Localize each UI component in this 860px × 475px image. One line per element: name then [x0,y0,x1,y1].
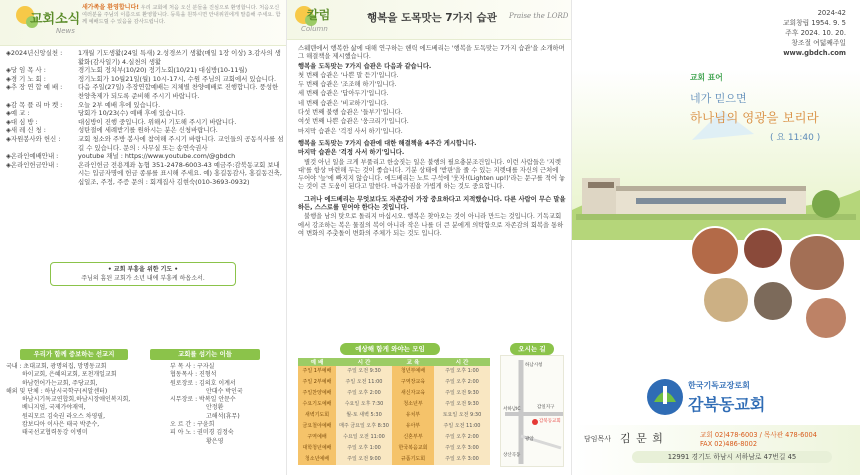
map-label: 감일지구 [537,405,555,410]
prayer-box-text: 주님의 흠된 교회가 소년 내에 부흥케 하옵소서. [81,275,205,282]
news-key: ◈추 장 연 합 예 배 : [6,83,63,92]
church-marker-icon [532,419,538,425]
col-header: 교 육 [392,358,434,366]
news-title-en: News [56,27,75,35]
news-item [6,109,284,118]
table-cell: 매주 금요일 오후 8:30 [336,421,392,432]
address: 12991 경기도 하남시 서하남로 47번길 45 [632,451,832,463]
table-row [298,410,490,421]
news-key: ◈온라인예배안내 : [6,152,59,161]
table-cell: 토요일 오전 9:30 [434,410,490,421]
news-key: ◈감 목 플 리 마 켓 : [6,100,63,109]
news-header [0,0,286,46]
col-header: 시 간 [336,358,392,366]
table-cell: 월-토 새벽 5:30 [336,410,392,421]
cover-info [783,8,846,58]
mission-line: 해외 및 단체 : 하남시국학구(씨알센터) [6,387,108,395]
mission-line: 태국선교협력동강 이병미 [22,429,88,437]
article-para: 불행을 남의 탓으로 돌리지 마십시오. 행복은 찾아오는 것이 아니라 만드는 것입니다. 기독교회에서 강조하는 복은 물질의 복이 아니라 작은 나를 더 큰 분에게 의탁함으로 자존감의 회복을 통하여 변화의 주춧돌이 변화의 주체가 되는 것도 입니다. [298,213,564,237]
photo-circle [752,280,794,322]
table-cell: 금요철야예배 [298,421,336,432]
news-value: 당회가 10/23(수) 예배 후에 있습니다. [78,109,186,118]
table-cell: 유아부 [392,421,434,432]
news-key: ◈온라인헌금안내 : [6,160,59,169]
news-key: ◈당 임 목 사 : [6,66,46,75]
news-key: ◈자원봉사와 헌신 : [6,134,61,143]
founded-date: 교회창립 1954. 9. 5 [782,19,846,27]
church-name: 감북동교회 [688,395,766,414]
cover-panel [572,0,860,475]
news-value: 교회 청소와 주방 봉사에 참여해 주시기 바랍니다. 교인들의 공동식사를 섬길 수 있습니다. 문의 : 사무실 또는 송연숙권사 [78,134,284,152]
habit-line: 여섯 번째 나쁜 습관은 '웅크리기'입니다. [298,118,409,126]
schedule-title: 예상해 함게 와야는 모임 [340,343,440,355]
habit-line: 세 번째 습관은 '답아두기'입니다. [298,90,389,98]
article-bold: 마지막 습관은 '걱정 사서 하기'입니다. [298,149,405,157]
article-para: 스웨덴에서 행복한 삶에 대해 연구하는 헨릭 에드베리는 '행복을 도독맞는 7가지 습관'을 소개하며 그 해결책을 제시했습니다. [298,45,565,61]
table-cell: 주일 오전 9:30 [434,399,490,410]
table-cell: 구역예배 [298,432,336,443]
table-cell: 주일 오전 11:00 [336,377,392,388]
news-value: 성탄절에 세례받기를 원하시는 분은 신청바랍니다. [78,126,218,135]
table-row [298,399,490,410]
servant-line: 부 목 사 : 구자실 [170,363,215,370]
col-header: 예 배 [298,358,336,366]
mission-line: 하이교회, 은혜의교회, 포천개일교회 [22,371,117,379]
denomination: 한국기독교장로회 [688,381,750,390]
servant-line: 시무장로 : 박복일 안문수 [170,396,236,404]
map-label: 서하남IC [503,407,521,412]
column-heading: 행복을 도목맛는 7가지 습관 [367,12,497,24]
news-item [6,126,284,135]
mission-line: 원리모르 김숙권 라오스 차영필, [22,412,105,420]
table-cell: 신혼부부 [392,432,434,443]
news-key: ◈경 기 노 회 : [6,74,46,83]
table-cell: 주일 오전 9:30 [434,388,490,399]
article-para: 별것 아닌 일을 크게 부풀리고 한숨짓는 일은 불행의 필요충분조건입니다. 이런 사람들은 '지렛대'를 항상 마련해 두는 것이 좋습니다. 기분 상태에 '받판'을 줄 수 있는 지렛대를 자신의 근처에 두어야 '늪'에 빠지지 않습니다. 에드베리는 노트 구석에 '웃자!(Lighten up!)'라는 문구를 적어 놓는 것이 큰 도움이 된다고 말한다. 마음가짐을 가볍게 하는 것도 중요합니다. [298,158,566,191]
table-row [298,421,490,432]
news-list [6,49,284,187]
news-value: 정기노회가 10월21일(월) 10시-17시, 수원 주님의 교회에서 있습니다. [78,74,277,83]
table-cell: 주일 오전 9:00 [336,454,392,465]
building-roof [616,186,806,191]
mission-list [6,363,146,438]
mission-line: 베니지엄, 국제가야재역, [22,404,86,412]
motto-reference: ( 요 11:40 ) [770,133,821,143]
table-cell: 주일 오후 1:00 [336,443,392,454]
building-windows [636,198,786,204]
table-cell: 구역장교육 [392,377,434,388]
praise-deco: Praise the LORD [509,12,569,20]
servant-line: 황은영 [206,437,224,445]
liturgical-sunday: 창조절 여덟째주일 [791,39,846,47]
table-row [298,366,490,377]
table-cell: 주일 오후 2:00 [434,432,490,443]
servant-line: 오 르 간 : 구윤희 [170,421,215,429]
mission-line: 캄보디아 이사은 태국 박준수, [22,421,100,429]
table-row [298,377,490,388]
website-link[interactable]: www.gbdch.com [783,49,846,57]
habit-line: 네 번째 습관은 '비교하기'입니다. [298,99,389,107]
church-logo-icon [646,378,684,416]
table-cell: 청소년부 [392,399,434,410]
mission-line: 국내 : 초대교회, 광명의집, 망명동교회 [6,363,107,370]
table-cell: 유치부 [392,410,434,421]
mission-line: 하남헌어가는교회, 주당교회, [22,379,98,387]
table-cell: 주일 오후 2:00 [434,377,490,388]
servant-line: 협동목사 : 진형석 [170,371,217,379]
motto-line-2: 하나님의 영광을 보리라 [690,110,819,125]
motto-line-1: 네가 믿으면 [690,92,747,105]
issue-number: 2024-42 [817,9,846,17]
map-label: 광암 [525,437,534,442]
news-item [6,135,284,152]
photo-circle [788,234,846,292]
prayer-box [50,262,236,286]
col-header: 시 간 [434,358,490,366]
servant-line: 피 아 노 : 권미경 김정숙 [170,429,234,437]
contact-info [700,431,817,449]
article-bold: 그러나 에드베리는 무엇보다도 자존감이 가장 중요하다고 지적했습니다. 다른 사람이 무슨 말을 하든, 스스로를 믿어야 한다는 것입니다. [298,195,566,212]
photo-circle [702,276,750,324]
column-title: 칼럼 [307,8,331,22]
news-value: 대심방이 진행 중입니다. 위해서 기도해 주시기 바랍니다. [78,117,237,126]
table-cell: 주일 오후 2:00 [336,388,392,399]
map-title: 오시는 길 [510,343,554,355]
habit-line: 마지막 습관은 '걱정 사서 하기'입니다. [298,127,403,135]
map-label: 감북동교회 [539,419,561,424]
table-row [298,454,490,465]
photo-circle [742,228,784,270]
prayer-box-title: • 교회 부흥을 위한 기도 • [107,266,179,273]
table-cell: 청년부예배 [392,366,434,377]
news-key: ◈대 심 방 : [6,117,38,126]
servant-line: 안대수 박인국 [206,387,243,395]
servant-line: 안정환 [206,404,224,412]
worship-table [298,358,490,465]
building-window [588,182,614,188]
news-value: 경기노회 정치부(10/20) 정기노회(10/21) 대심방(10-11월) [78,66,248,75]
article-para: 행복을 도독맞는 7가지 습관은 다음과 같습니다. [298,62,432,70]
habit-line: 두 번째 습관은 '조조해 하기'입니다. [298,81,397,89]
table-row [298,388,490,399]
table-cell: 새벽기도회 [298,410,336,421]
table-row [298,432,490,443]
news-key: ◈새 레 신 청 : [6,126,46,135]
table-cell: 주일 2부예배 [298,377,336,388]
mission-line: 하남시기독교연합회,하남시장애인복지회, [22,396,131,404]
note-line: 처음오신 여러분을 주님의 이름으로 환영합니다. 등록을 원하시면 안내위원에게 말씀해 주세요. [82,5,280,18]
church-map [500,355,564,467]
news-key: ◈예 교 : [6,109,30,118]
news-title: 교회소식 [30,12,81,27]
habit-line: 다섯 번째 불행 습관은 '들부기'입니다. [298,109,403,117]
motto-label: 교회 표어 [690,73,723,82]
news-value: 1개월 기도생활(24일 특새) 2.성경쓰기 생활(매일 1장 이상) 3.감사의 생활화(감사일기) 4.실천의 생활 [78,49,281,66]
note-head: 새가족을 환영합니다! [82,4,139,11]
pastor-label: 담임목사 [584,435,612,443]
photo-circle [804,296,848,340]
table-cell: 수요일 오후 7:30 [336,399,392,410]
news-item [6,161,284,187]
table-cell: 청소년예배 [298,454,336,465]
table-cell: 주일찬양예배 [298,388,336,399]
servants-title: 교회를 섬기는 이들 [150,349,260,360]
table-cell: 주일 오전 11:00 [434,421,490,432]
news-key: ◈2024년신앙실천 : [6,49,63,57]
news-value: 온라인헌금 전용계좌 농협 351-2478-6003-43 예금주:감북동교회 보내시는 입금자명에 헌금 종류를 표시해 주세요. 예) 홍길동감사, 홍길동건축, 십일조, 주정, 주증 문의 : 회계집사 김현숙(010-3693-0932) [78,160,282,186]
table-cell: 주일 오후 1:00 [434,366,490,377]
table-cell: 수요기도예배 [298,399,336,410]
news-item [6,49,284,66]
note-line: 우리 교회에 처음 오신 분들을 진심으로 환영합니다. [140,5,258,11]
news-value: 오늘 2부 예배 후에 있습니다. [78,100,161,109]
phone-number: 교회 02)478-6003 / 목사관 478-6004 [700,431,817,439]
news-item [6,83,284,100]
column-article [298,45,566,239]
table-row [298,443,490,454]
habit-line: 첫 번째 습관은 '나쁜 말 듣기'입니다. [298,71,399,79]
table-cell: 수요일 오전 11:00 [336,432,392,443]
church-building-illustration [576,148,856,220]
photo-circle [690,226,740,276]
news-value: 다음 주일(27일) 추장연합예배는 지체별 찬양예배로 진행합니다. 풍성한 찬양축제가 되도록 준비해 주시기 바랍니다. [78,83,279,100]
mission-title: 우리가 함께 중보하는 선교지 [20,349,128,360]
ground [576,214,856,220]
article-bold: 행복을 도독맞는 7가지 습관에 대한 해결책을 4주간 게시합니다. [298,139,477,147]
table-cell: 대학청년예배 [298,443,336,454]
map-label: 하남시청 [525,363,543,368]
news-panel [0,0,287,475]
news-item [6,66,284,75]
bulletin-date: 주후 2024. 10. 20. [785,29,846,37]
map-label: 상산곡동 [503,453,521,458]
column-title-en: Column [301,25,328,33]
fax-number: FAX 02)486-8002 [700,440,758,448]
youtube-link[interactable]: youtube 채널 : https://www.youtube.com/@gbdch [78,152,236,161]
news-item [6,152,284,161]
news-item [6,101,284,110]
servant-line: 원로장로 : 김의호 이계서 [170,379,236,387]
column-header [287,0,571,40]
table-cell: 주일 오후 3:00 [434,454,490,465]
tree [812,190,840,218]
table-cell: 주일 오후 3:00 [434,443,490,454]
pastor-name: 김 문 희 [620,432,664,445]
table-cell: 규폼기도회 [392,454,434,465]
news-note [82,4,282,26]
servant-line: 고해석(휴무) [206,412,240,420]
table-cell: 주일 오전 9:30 [336,366,392,377]
table-cell: 새신자교육 [392,388,434,399]
table-cell: 주일 1부예배 [298,366,336,377]
note-line: 함께 예배드릴 수 있음을 감사드립니다. [82,12,281,25]
servants-list [170,363,282,446]
table-cell: 한국복음교회 [392,443,434,454]
